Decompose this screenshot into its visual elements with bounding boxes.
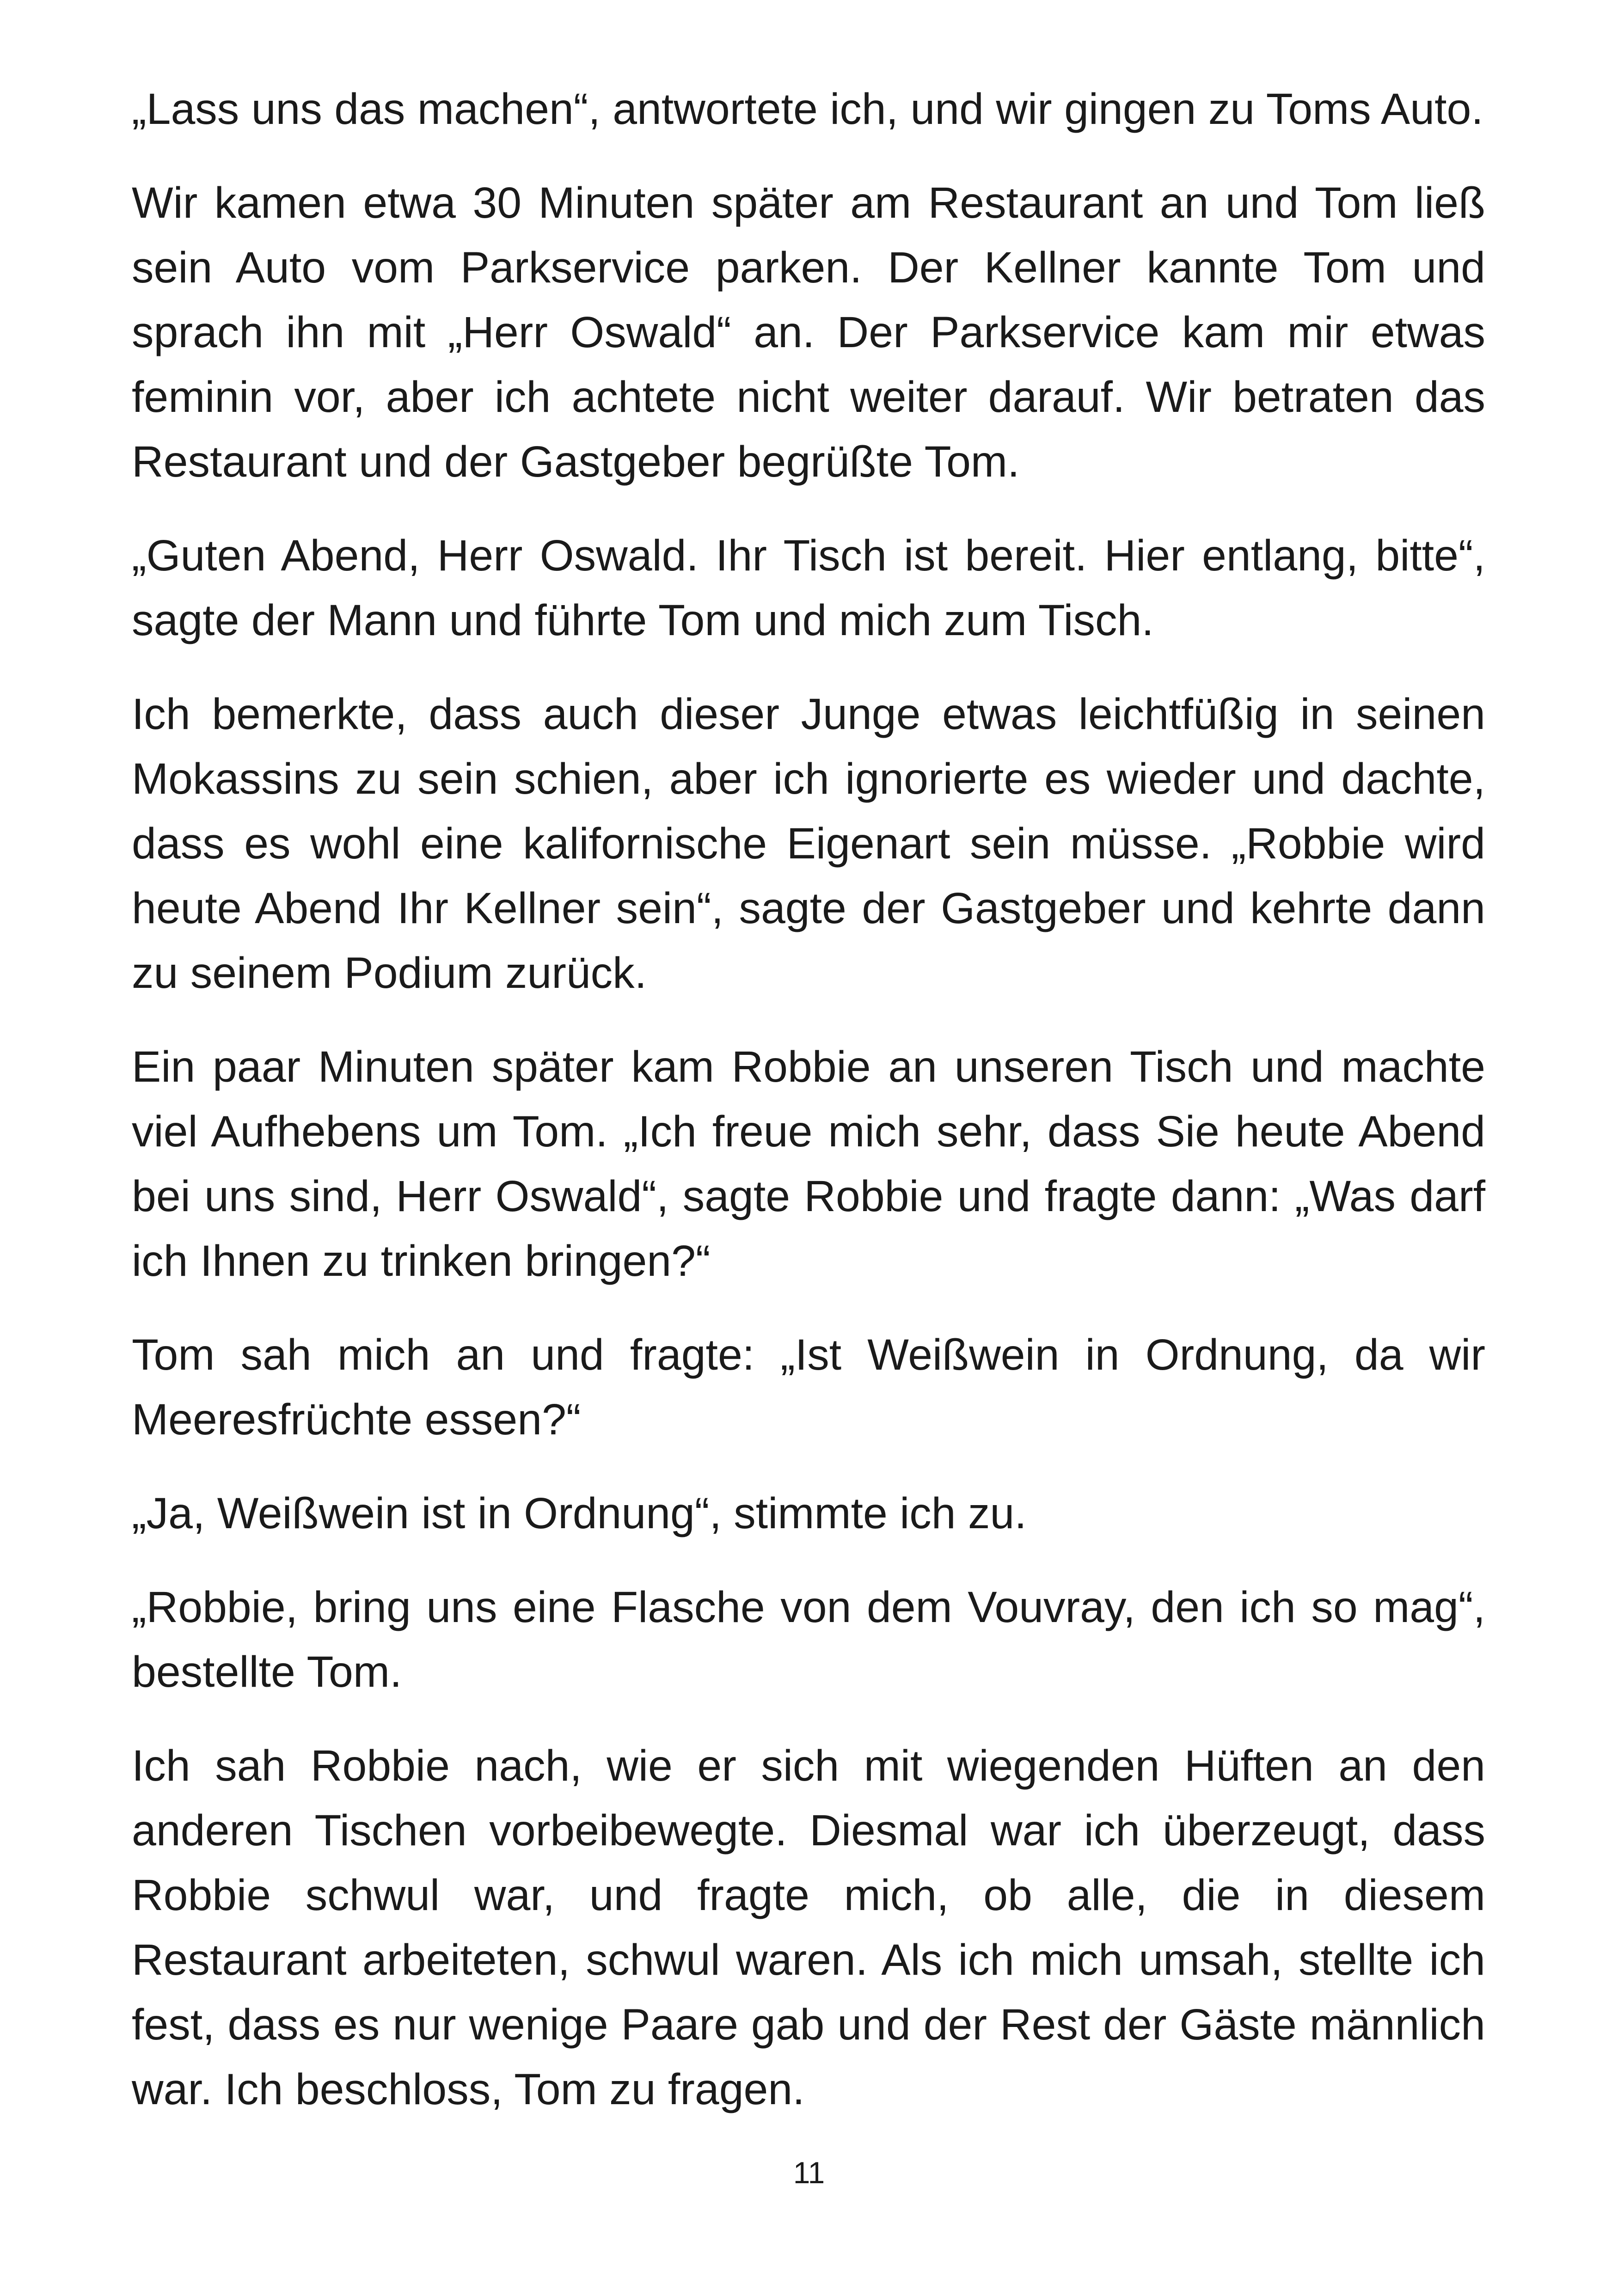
paragraph: Ich sah Robbie nach, wie er sich mit wiegenden Hüften an den anderen Tischen vorbeibewegte. Diesmal war ich überzeugt, dass Robbie schwul war, und fragte mich, ob alle, die in diesem Restaurant arbeiteten, schwul waren. Als ich mich umsah, stellte ich fest, dass es nur wenige Paare gab und der Rest der Gäste männlich war. Ich beschloss, Tom zu fragen. — [132, 1741, 1485, 2114]
paragraph: Ein paar Minuten später kam Robbie an unseren Tisch und machte viel Aufhebens um Tom. „Ich freue mich sehr, dass Sie heute Abend bei uns sind, Herr Oswald“, sagte Robbie und fragte dann: „Was darf ich Ihnen zu trinken bringen?“ — [132, 1042, 1485, 1286]
page-number: 11 — [793, 2155, 825, 2190]
paragraph: „Guten Abend, Herr Oswald. Ihr Tisch ist bereit. Hier entlang, bitte“, sagte der Mann und führte Tom und mich zum Tisch. — [132, 531, 1485, 645]
paragraph: „Robbie, bring uns eine Flasche von dem Vouvray, den ich so mag“, bestellte Tom. — [132, 1583, 1485, 1696]
body-text — [132, 77, 1485, 2122]
paragraph: „Lass uns das machen“, antwortete ich, und wir gingen zu Toms Auto. — [132, 85, 1483, 134]
paragraph: Tom sah mich an und fragte: „Ist Weißwein in Ordnung, da wir Meeresfrüchte essen?“ — [132, 1330, 1485, 1444]
paragraph: Ich bemerkte, dass auch dieser Junge etwas leichtfüßig in seinen Mokassins zu sein schien, aber ich ignorierte es wieder und dachte, dass es wohl eine kalifornische Eigenart sein müsse. „Robbie wird heute Abend Ihr Kellner sein“, sagte der Gastgeber und kehrte dann zu seinem Podium zurück. — [132, 690, 1485, 998]
paragraph: Wir kamen etwa 30 Minuten später am Restaurant an und Tom ließ sein Auto vom Parkservice parken. Der Kellner kannte Tom und sprach ihn mit „Herr Oswald“ an. Der Parkservice kam mir etwas feminin vor, aber ich achtete nicht weiter darauf. Wir betraten das Restaurant und der Gastgeber begrüßte Tom. — [132, 178, 1485, 486]
paragraph: „Ja, Weißwein ist in Ordnung“, stimmte ich zu. — [132, 1489, 1027, 1538]
